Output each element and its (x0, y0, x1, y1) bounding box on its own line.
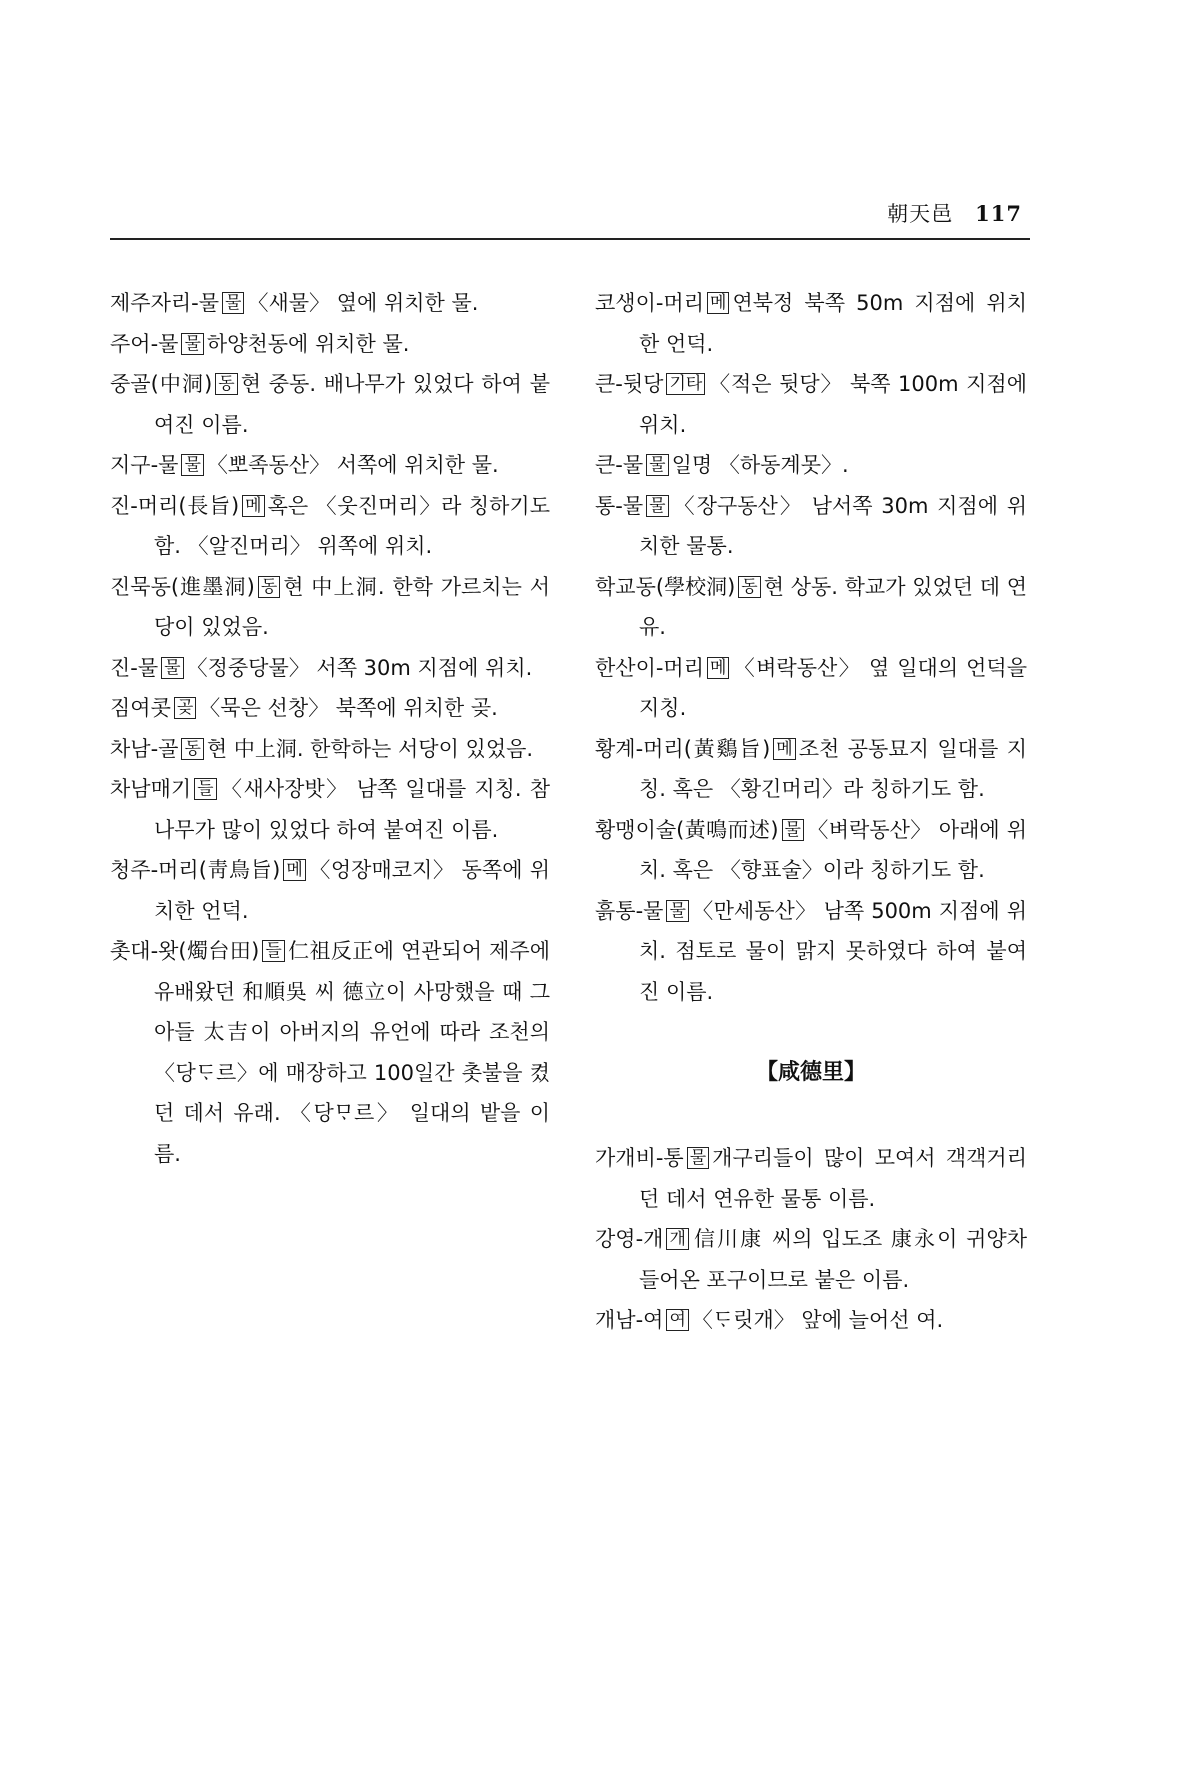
entry-definition: 조천 공동묘지 일대를 지칭. 혹은 〈황긴머리〉라 칭하기도 함. (639, 736, 1028, 801)
entry-headword: 통-물 (595, 493, 644, 518)
entry-definition: 信川康 씨의 입도조 康永이 귀양차 들어온 포구이므로 붙은 이름. (639, 1227, 1027, 1292)
entry-definition: 〈새물〉 옆에 위치한 물. (247, 291, 479, 315)
entry-headword: 진-머리(長旨) (110, 493, 240, 518)
section-entries (595, 1138, 1027, 1341)
entry-headword: 황맹이술(黃鳴而述) (595, 817, 779, 842)
dictionary-entry (595, 445, 1027, 486)
entry-headword: 진-물 (110, 655, 159, 680)
dictionary-entry (595, 648, 1027, 729)
entry-category-tag: 물 (646, 454, 668, 476)
section-title: 【咸德里】 (755, 1059, 866, 1085)
entry-headword: 황계-머리(黃鷄旨) (595, 736, 771, 761)
dictionary-entry (595, 283, 1027, 364)
entry-headword: 학교동(學校洞) (595, 574, 736, 599)
entry-category-tag: 물 (181, 454, 203, 476)
right-entries (595, 283, 1027, 1012)
entry-definition: 〈묵은 선창〉 북쪽에 위치한 곶. (199, 696, 498, 720)
dictionary-entry (595, 567, 1027, 648)
entry-definition: 〈벼락동산〉 옆 일대의 언덕을 지칭. (639, 655, 1027, 720)
dictionary-entry (595, 729, 1027, 810)
entry-headword: 차남-골 (110, 736, 179, 761)
entry-headword: 흙통-물 (595, 898, 664, 923)
entry-category-tag: 들 (262, 940, 284, 962)
entry-headword: 차남매기 (110, 777, 192, 801)
right-column (595, 283, 1027, 1341)
entry-headword: 개남-여 (595, 1308, 664, 1332)
dictionary-entry (595, 1300, 1027, 1341)
entry-definition: 하양천동에 위치한 물. (206, 331, 410, 356)
dictionary-entry (110, 445, 550, 486)
dictionary-entry (110, 283, 550, 324)
entry-headword: 가개비-통 (595, 1146, 684, 1170)
entry-category-tag: 메 (707, 657, 729, 679)
dictionary-entry (110, 729, 550, 770)
entry-category-tag: 여 (666, 1309, 688, 1331)
entry-definition: 연북정 북쪽 50m 지점에 위치한 언덕. (639, 291, 1027, 356)
dictionary-entry (110, 688, 550, 729)
entry-headword: 제주자리-물 (110, 291, 220, 315)
entry-definition: 〈뽀족동산〉 서쪽에 위치한 물. (206, 453, 499, 477)
entry-category-tag: 동 (215, 373, 237, 395)
entry-headword: 코생이-머리 (595, 291, 705, 315)
dictionary-entry (110, 769, 550, 850)
entry-definition: 현 中上洞. 한학하는 서당이 있었음. (206, 736, 534, 761)
page-number: 117 (975, 201, 1022, 226)
entry-headword: 큰-뒷당 (595, 372, 664, 396)
entry-headword: 주어-물 (110, 331, 179, 356)
entry-definition: 현 상동. 학교가 있었던 데 연유. (639, 574, 1027, 639)
entry-definition: 개구리들이 많이 모여서 객객거리던 데서 연유한 물통 이름. (639, 1146, 1027, 1211)
entry-definition: 〈적은 뒷당〉 북쪽 100m 지점에 위치. (639, 372, 1027, 437)
dictionary-entry (595, 486, 1027, 567)
entry-category-tag: 물 (161, 657, 183, 679)
entry-category-tag: 동 (258, 576, 280, 598)
entry-definition: 〈정중당물〉 서쪽 30m 지점에 위치. (186, 655, 533, 680)
entry-category-tag: 물 (666, 900, 688, 922)
entry-category-tag: 물 (687, 1147, 709, 1169)
dictionary-entry (595, 810, 1027, 891)
entry-definition: 〈ᄃᆞ릿개〉 앞에 늘어선 여. (691, 1308, 944, 1332)
entry-headword: 중골(中洞) (110, 372, 213, 396)
dictionary-entry (595, 364, 1027, 445)
dictionary-entry (110, 567, 550, 648)
entry-definition: 〈벼락동산〉 아래에 위치. 혹은 〈향표술〉이라 칭하기도 함. (639, 817, 1028, 882)
page-header (110, 188, 1030, 240)
entry-category-tag: 개 (666, 1228, 688, 1250)
entry-definition: 〈장구동산〉 남서쪽 30m 지점에 위치한 물통. (639, 493, 1027, 558)
entry-headword: 짐여콧 (110, 696, 171, 720)
entry-category-tag: 메 (707, 292, 729, 314)
entry-definition: 일명 〈하동계못〉. (671, 453, 849, 477)
entry-category-tag: 들 (194, 778, 216, 800)
running-header (887, 198, 1022, 228)
entry-category-tag: 곶 (174, 697, 196, 719)
left-column (110, 283, 550, 1174)
entry-category-tag: 물 (782, 819, 804, 841)
dictionary-entry (110, 850, 550, 931)
entry-category-tag: 기타 (666, 373, 705, 395)
entry-category-tag: 물 (181, 333, 203, 355)
entry-category-tag: 메 (773, 738, 795, 760)
entry-headword: 진묵동(進墨洞) (110, 574, 255, 599)
dictionary-entry (110, 486, 550, 567)
entry-category-tag: 메 (242, 495, 264, 517)
entry-headword: 지구-물 (110, 453, 179, 477)
dictionary-entry (110, 364, 550, 445)
entry-definition: 〈만세동산〉 남쪽 500m 지점에 위치. 점토로 물이 맑지 못하였다 하여 붙여진 이름. (639, 898, 1027, 1004)
entry-definition: 〈새사장밧〉 남쪽 일대를 지칭. 참나무가 많이 있었다 하여 붙여진 이름. (154, 777, 550, 842)
dictionary-entry (595, 891, 1027, 1013)
entry-definition: 仁祖反正에 연관되어 제주에 유배왔던 和順吳 씨 德立이 사망했을 때 그 아들 太吉이 아버지의 유언에 따라 조천의 〈당ᄃᆞ르〉에 매장하고 100일간 촛불을 켰던 데서 유래. 〈당ᄆᆞ르〉 일대의 밭을 이름. (154, 939, 550, 1166)
header-title: 朝天邑 (887, 202, 954, 226)
entry-definition: 현 中上洞. 한학 가르치는 서당이 있었음. (154, 574, 550, 639)
entry-headword: 촛대-왓(燭台田) (110, 939, 260, 963)
entry-category-tag: 물 (222, 292, 244, 314)
entry-definition: 혹은 〈웃진머리〉라 칭하기도 함. 〈알진머리〉 위쪽에 위치. (154, 493, 551, 558)
entry-headword: 강영-개 (595, 1227, 664, 1251)
dictionary-entry (595, 1138, 1027, 1219)
entry-category-tag: 물 (646, 495, 668, 517)
entry-definition: 현 중동. 배나무가 있었다 하여 붙여진 이름. (154, 372, 550, 437)
entry-category-tag: 메 (283, 859, 305, 881)
entry-definition: 〈엉장매코지〉 동쪽에 위치한 언덕. (154, 858, 550, 923)
dictionary-entry (595, 1219, 1027, 1300)
dictionary-entry (110, 931, 550, 1174)
entry-category-tag: 동 (738, 576, 760, 598)
dictionary-entry (110, 324, 550, 365)
entry-category-tag: 동 (181, 738, 203, 760)
entry-headword: 청주-머리(靑鳥旨) (110, 858, 281, 882)
entry-headword: 한산이-머리 (595, 655, 705, 680)
dictionary-entry (110, 648, 550, 689)
entry-headword: 큰-물 (595, 453, 644, 477)
